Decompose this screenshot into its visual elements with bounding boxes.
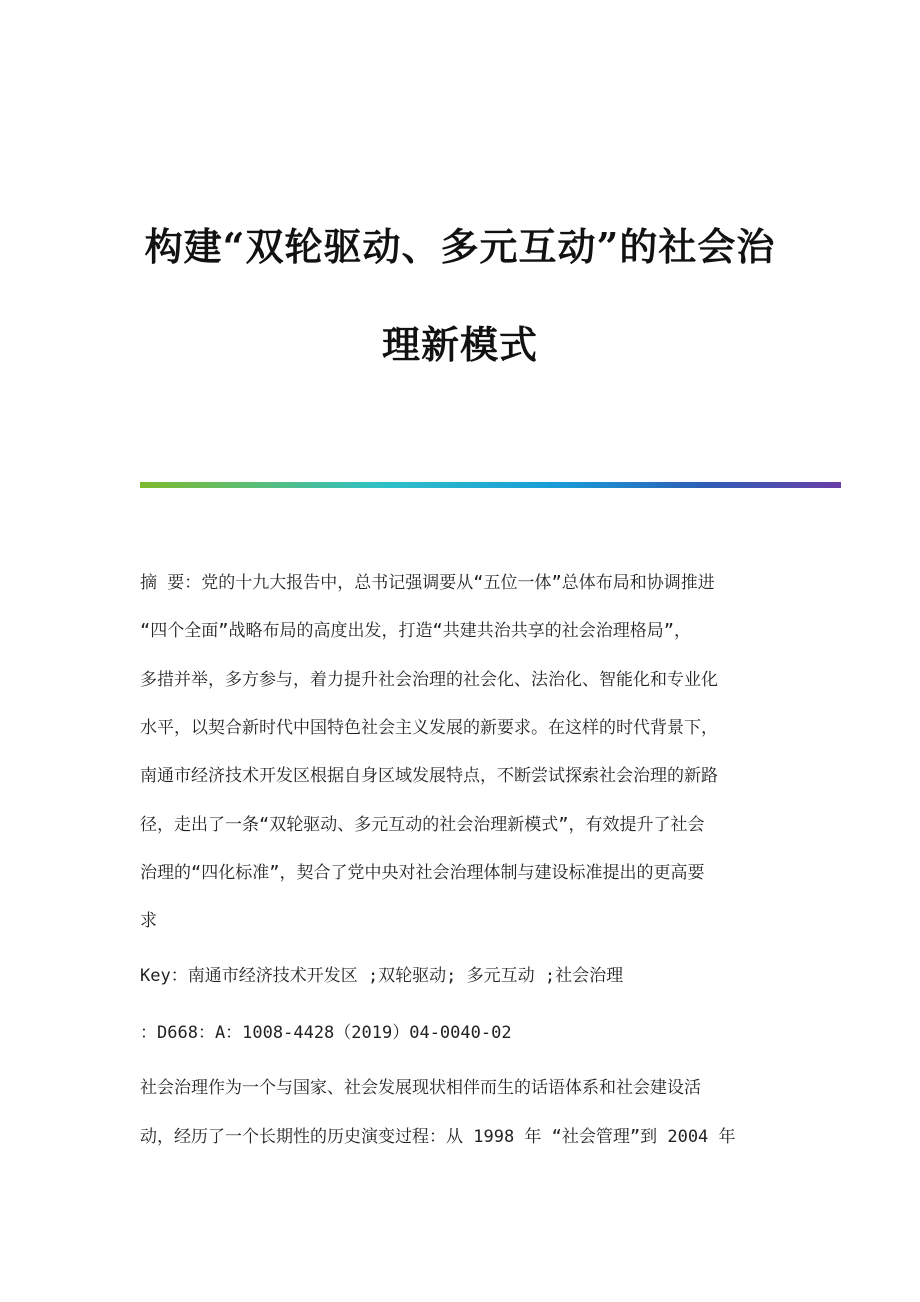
document-title-line-2: 理新模式: [381, 322, 538, 367]
classification-line: ：D668：A：1008-4428（2019）04-0040-02: [140, 1023, 512, 1043]
document-title-line-1: 构建“双轮驱动、多元互动”的社会治: [144, 224, 776, 269]
abstract-line: 治理的“四化标准”，契合了党中央对社会治理体制与建设标准提出的更高要: [140, 863, 705, 883]
abstract-line: 多措并举，多方参与，着力提升社会治理的社会化、法治化、智能化和专业化: [140, 670, 718, 690]
abstract-line: 摘 要：党的十九大报告中，总书记强调要从“五位一体”总体布局和协调推进: [140, 573, 715, 593]
body-line: 社会治理作为一个与国家、社会发展现状相伴而生的话语体系和社会建设活: [140, 1078, 701, 1098]
abstract-line: 求: [140, 911, 157, 931]
abstract-line: “四个全面”战略布局的高度出发，打造“共建共治共享的社会治理格局”，: [140, 621, 691, 641]
keywords-line: Key：南通市经济技术开发区 ;双轮驱动; 多元互动 ;社会治理: [140, 966, 624, 986]
abstract-line: 水平，以契合新时代中国特色社会主义发展的新要求。在这样的时代背景下，: [140, 718, 718, 738]
abstract-line: 南通市经济技术开发区根据自身区域发展特点，不断尝试探索社会治理的新路: [140, 766, 718, 786]
abstract-line: 径，走出了一条“双轮驱动、多元互动的社会治理新模式”，有效提升了社会: [140, 815, 705, 835]
body-line: 动，经历了一个长期性的历史演变过程：从 1998 年 “社会管理”到 2004 年: [140, 1127, 736, 1147]
gradient-divider: [140, 482, 841, 488]
